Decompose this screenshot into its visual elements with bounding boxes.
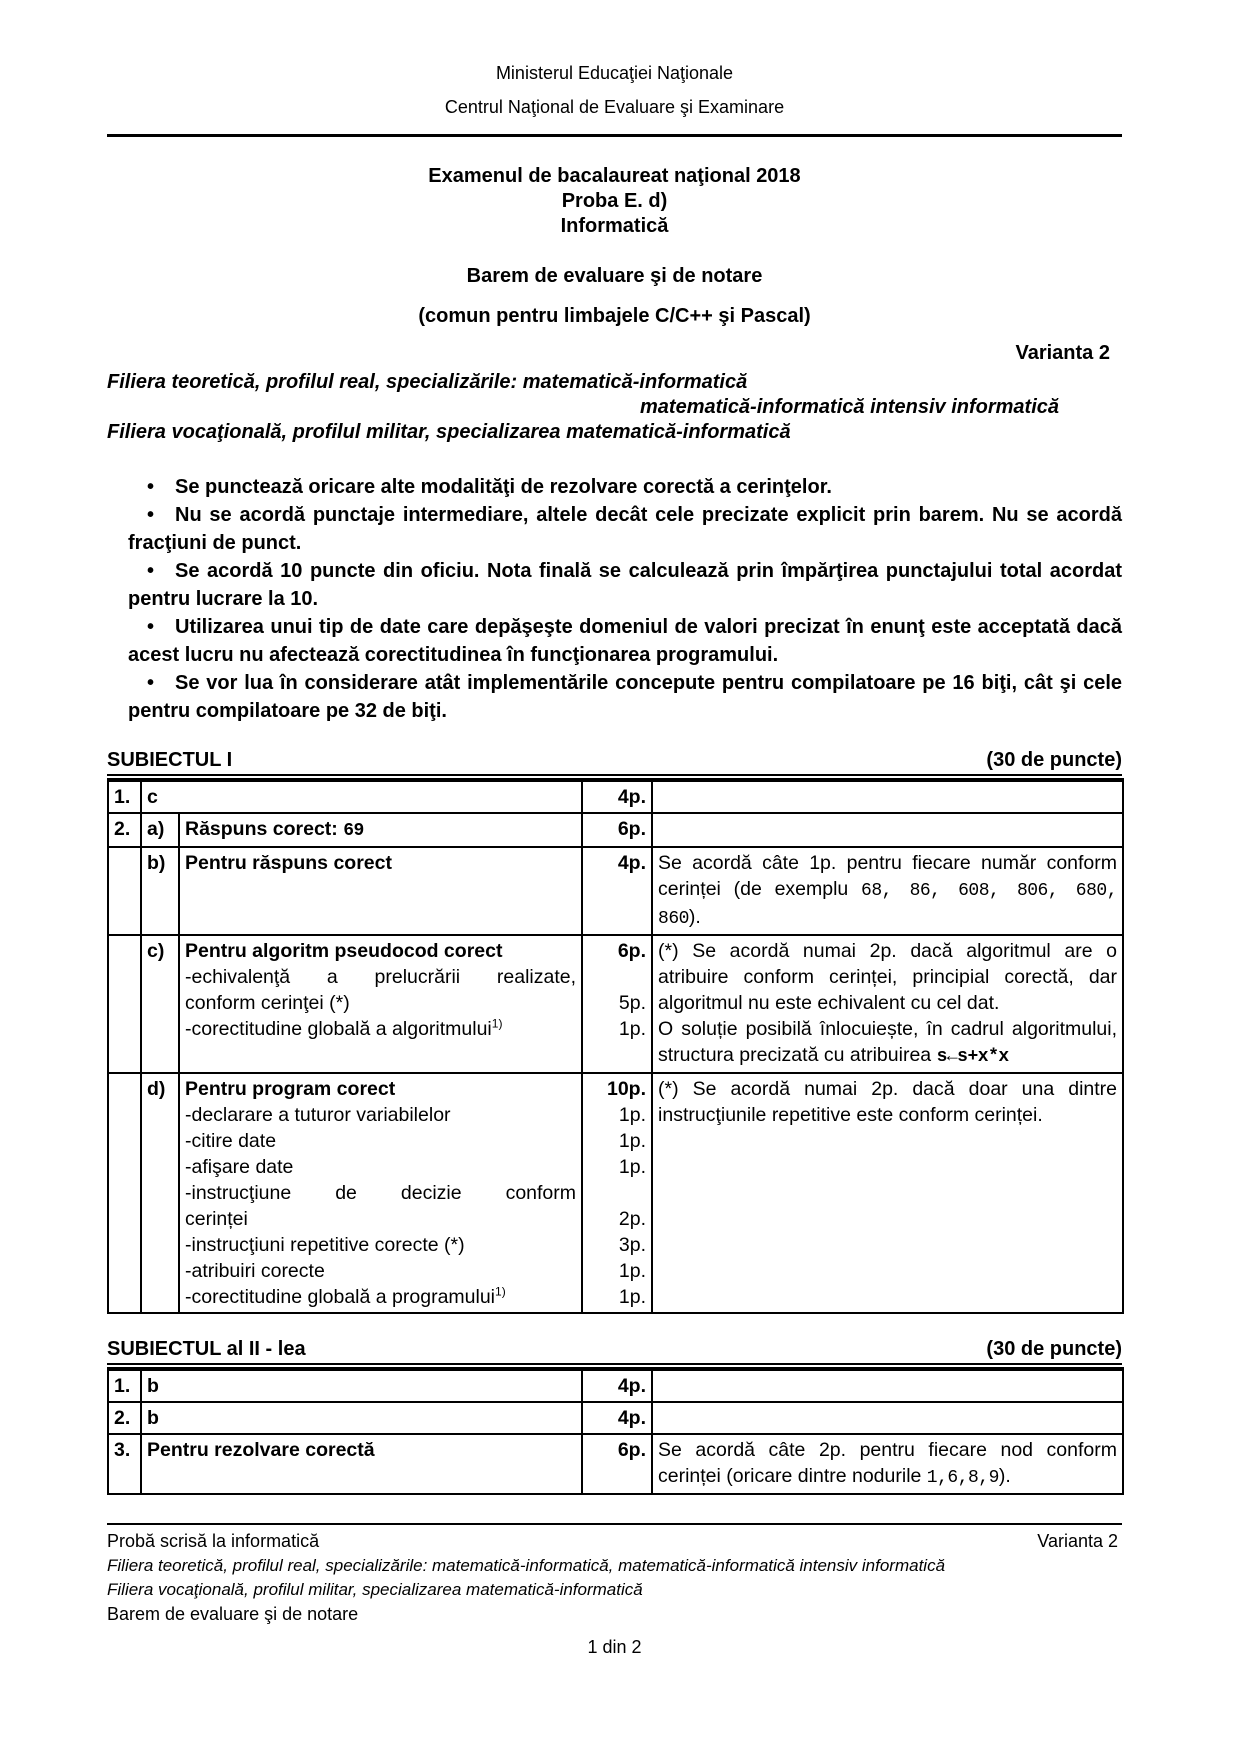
document-footer: [107, 1529, 1122, 1627]
text-segment: -corectitudine globală a programului: [185, 1286, 496, 1308]
text-segment: Se acordă câte 1p. pentru fiecare număr conform cerinței (de exemplu: [658, 852, 1118, 900]
text-segment: 4p.: [617, 786, 647, 808]
filiera-line-1: Filiera teoretică, profilul real, specializările: matematică-informatică: [107, 371, 748, 393]
header-rule: [107, 134, 1122, 137]
text-segment: 4p.: [617, 1375, 646, 1397]
table-row: [108, 847, 1123, 935]
points-line: [588, 1232, 646, 1258]
cell-item-letter: c): [141, 935, 179, 1073]
cell-item-number: 2.: [108, 813, 141, 847]
text-segment: 69: [343, 821, 364, 841]
text-segment: 10p.: [606, 1078, 647, 1100]
instruction-bullet: • Se punctează oricare alte modalităţi de rezolvare corectă a cerinţelor.: [128, 473, 1122, 501]
points-line: [588, 1437, 646, 1463]
paragraph: [185, 816, 576, 844]
cell-note: [652, 847, 1123, 935]
ministry-line: Ministerul Educaţiei Naţionale: [495, 63, 734, 83]
text-segment: 1p.: [618, 1018, 647, 1040]
cell-criteria: [141, 780, 582, 813]
text-segment: c: [147, 786, 158, 808]
text-segment: -echivalenţă a prelucrării realizate,: [185, 966, 577, 988]
text-segment: 1): [491, 1016, 503, 1031]
section-1-table-mount: [107, 778, 1122, 1314]
bullet-icon: •: [147, 504, 155, 526]
filiera-line-3: Filiera vocaţională, profilul militar, specializarea matematică-informatică: [107, 421, 791, 443]
cell-item-letter: a): [141, 813, 179, 847]
text-segment: 4p.: [617, 1407, 646, 1429]
paragraph: [185, 990, 576, 1016]
cell-note: [652, 1369, 1123, 1402]
table-row: [108, 1434, 1123, 1494]
cell-criteria: [179, 935, 582, 1073]
text-segment: -declarare a tuturor variabilelor: [185, 1104, 451, 1126]
paragraph: [185, 1128, 576, 1154]
footer-filiera-2: Filiera vocaţională, profilul militar, specializarea matematică-informatică: [107, 1580, 643, 1599]
paragraph: [185, 1102, 576, 1128]
cell-note: [652, 1402, 1123, 1434]
footer-rule: [107, 1523, 1122, 1525]
points-line: [588, 1258, 646, 1284]
text-segment: cerinței: [185, 1208, 248, 1230]
text-segment: (*) Se acordă numai 2p. dacă doar una dintre instrucţiunile repetitive este conform cerinței.: [658, 1078, 1118, 1126]
cell-points: [582, 813, 652, 847]
text-segment: ).: [688, 906, 701, 928]
points-line: [588, 938, 646, 964]
text-segment: O soluție posibilă înlocuiește, în cadrul algoritmului, structura precizată cu atribuirea: [658, 1018, 1118, 1066]
text-segment: Pentru algoritm pseudocod corect: [185, 940, 503, 962]
paragraph: [658, 850, 1117, 932]
cell-item-letter: d): [141, 1073, 179, 1313]
section-1-heading: [107, 749, 1122, 776]
text-segment: Răspuns corect:: [185, 818, 344, 840]
table-row: [108, 935, 1123, 1073]
points-line: [588, 1102, 646, 1128]
paragraph: [185, 1232, 576, 1258]
section-2-title: SUBIECTUL al II - lea: [107, 1338, 306, 1360]
text-segment: 5p.: [618, 992, 647, 1014]
text-segment: 3p.: [618, 1234, 647, 1256]
instruction-bullet: • Nu se acordă punctaje intermediare, altele decât cele precizate explicit prin barem. Nu se acordă fracţiuni de punct.: [128, 501, 1122, 557]
text-segment: -atribuiri corecte: [185, 1260, 325, 1282]
text-segment: -corectitudine globală a algoritmului: [185, 1018, 492, 1040]
paragraph: [658, 1016, 1117, 1070]
points-line: [588, 1284, 646, 1310]
table-row: [108, 780, 1123, 813]
points-line: [588, 1206, 646, 1232]
cell-item-number: 2.: [108, 1402, 141, 1434]
exam-subject: Informatică: [560, 215, 669, 237]
text-segment: b: [147, 1407, 159, 1429]
footer-filiera-1: Filiera teoretică, profilul real, specializările: matematică-informatică, matematică-informatică intensiv informatică: [107, 1556, 946, 1575]
text-segment: 1p.: [618, 1104, 647, 1126]
cell-criteria: [141, 1402, 582, 1434]
footer-proba: Probă scrisă la informatică: [107, 1531, 320, 1551]
paragraph: [658, 938, 1117, 1016]
points-line: [588, 1076, 646, 1102]
text-segment: -instrucţiuni repetitive corecte (*): [185, 1234, 465, 1256]
cell-item-letter: b): [141, 847, 179, 935]
text-segment: 68, 86, 608, 806, 680, 860: [658, 881, 1118, 929]
points-line: [588, 1180, 646, 1206]
cell-criteria: [179, 1073, 582, 1313]
instruction-bullet: • Utilizarea unui tip de date care depăşeşte domeniul de valori precizat în enunţ este acceptată dacă acest lucru nu afectează corectitudinea în funcţionarea programului.: [128, 613, 1122, 669]
instructions-list: [107, 473, 1122, 725]
text-segment: 2p.: [618, 1208, 647, 1230]
paragraph: [147, 1405, 576, 1431]
filiera-line-2: matematică-informatică intensiv informatică: [640, 396, 1060, 418]
cell-item-number: [108, 1073, 141, 1313]
exam-title: Examenul de bacalaureat naţional 2018: [428, 165, 801, 187]
paragraph: [185, 1284, 576, 1310]
text-segment: Pentru răspuns corect: [185, 852, 392, 874]
rubric-table-2: [107, 1367, 1124, 1495]
cell-item-number: 1.: [108, 1369, 141, 1402]
paragraph: [147, 784, 576, 810]
paragraph: [185, 1154, 576, 1180]
instruction-bullet: • Se acordă 10 puncte din oficiu. Nota finală se calculează prin împărţirea punctajului total acordat pentru lucrare la 10.: [128, 557, 1122, 613]
paragraph: [147, 1373, 576, 1399]
points-line: [588, 1154, 646, 1180]
paragraph: [185, 1016, 576, 1042]
bullet-icon: •: [147, 560, 155, 582]
text-segment: 6p.: [617, 940, 647, 962]
points-line: [588, 1373, 646, 1399]
cell-note: [652, 935, 1123, 1073]
table-row: [108, 1402, 1123, 1434]
paragraph: [147, 1437, 576, 1463]
text-segment: 1p.: [618, 1130, 647, 1152]
barem-subtitle: Barem de evaluare şi de notare: [466, 265, 763, 287]
paragraph: [185, 1076, 576, 1102]
text-segment: -afişare date: [185, 1156, 294, 1178]
table-row: [108, 1073, 1123, 1313]
bullet-icon: •: [147, 476, 155, 498]
section-1-points: (30 de puncte): [986, 749, 1122, 771]
points-line: [588, 990, 646, 1016]
text-segment: 6p.: [617, 1439, 646, 1461]
text-segment: b: [147, 1375, 159, 1397]
exam-proba: Proba E. d): [561, 190, 668, 212]
text-segment: Pentru program corect: [185, 1078, 396, 1100]
cell-points: [582, 780, 652, 813]
cell-criteria: [179, 847, 582, 935]
section-2-heading: [107, 1338, 1122, 1365]
paragraph: [185, 1180, 576, 1206]
cell-item-number: 3.: [108, 1434, 141, 1494]
points-line: [588, 1016, 646, 1042]
points-line: [588, 850, 646, 876]
cell-note: [652, 1434, 1123, 1494]
paragraph: [185, 964, 576, 990]
section-2-points: (30 de puncte): [986, 1338, 1122, 1360]
text-segment: 1,6,8,9: [926, 1468, 999, 1488]
text-segment: 1p.: [618, 1286, 647, 1308]
text-segment: Se acordă câte 2p. pentru fiecare nod conform cerinței (oricare dintre nodurile: [658, 1439, 1117, 1487]
text-segment: 4p.: [617, 852, 647, 874]
text-segment: 6p.: [617, 818, 647, 840]
text-segment: 1p.: [618, 1156, 647, 1178]
cell-note: [652, 813, 1123, 847]
paragraph: [185, 850, 576, 876]
footer-variant: Varianta 2: [1037, 1531, 1118, 1551]
footer-row-1: [107, 1529, 1122, 1554]
paragraph: [185, 1206, 576, 1232]
paragraph: [658, 1437, 1117, 1491]
points-line: [588, 1128, 646, 1154]
text-segment: -citire date: [185, 1130, 277, 1152]
text-segment: 1): [495, 1284, 506, 1299]
text-segment: s←s+x*x: [936, 1047, 1009, 1067]
text-segment: conform cerinţei (*): [185, 992, 350, 1014]
section-2-table-mount: [107, 1367, 1122, 1495]
document-header: [107, 62, 1122, 118]
points-line: [588, 964, 646, 990]
section-1-title: SUBIECTUL I: [107, 749, 233, 771]
text-segment: (*) Se acordă numai 2p. dacă algoritmul are o atribuire conform cerinței, principial corectă, dar algoritmul nu este echivalent cu cel dat.: [658, 940, 1118, 1014]
text-segment: Pentru rezolvare corectă: [147, 1439, 375, 1461]
cell-points: [582, 1402, 652, 1434]
cell-item-number: 1.: [108, 780, 141, 813]
paragraph: [185, 1258, 576, 1284]
text-segment: ).: [998, 1465, 1011, 1487]
page-number: 1 din 2: [587, 1637, 642, 1657]
text-segment: -instrucţiune de decizie conform: [185, 1182, 577, 1204]
cell-item-number: [108, 935, 141, 1073]
cell-points: [582, 1369, 652, 1402]
variant-label: Varianta 2: [1015, 342, 1110, 364]
points-line: [588, 816, 646, 842]
cell-points: [582, 847, 652, 935]
cell-points: [582, 1073, 652, 1313]
title-block: [107, 164, 1122, 239]
cell-note: [652, 780, 1123, 813]
languages-subtitle: (comun pentru limbajele C/C++ şi Pascal): [418, 305, 811, 327]
bullet-icon: •: [147, 672, 155, 694]
cell-points: [582, 1434, 652, 1494]
paragraph: [185, 938, 576, 964]
table-row: [108, 1369, 1123, 1402]
instruction-bullet: • Se vor lua în considerare atât implementările concepute pentru compilatoare pe 16 biţi, cât şi cele pentru compilatoare pe 32 de biţi.: [128, 669, 1122, 725]
points-line: [588, 784, 646, 810]
table-row: [108, 813, 1123, 847]
rubric-table-1: [107, 778, 1124, 1314]
text-segment: 1p.: [618, 1260, 647, 1282]
cell-item-number: [108, 847, 141, 935]
cell-criteria: [179, 813, 582, 847]
paragraph: [658, 1076, 1117, 1128]
center-line: Centrul Naţional de Evaluare şi Examinare: [444, 97, 785, 117]
points-line: [588, 1405, 646, 1431]
cell-criteria: [141, 1434, 582, 1494]
cell-points: [582, 935, 652, 1073]
bullet-icon: •: [147, 616, 155, 638]
filiera-block: [107, 370, 1122, 445]
footer-barem: Barem de evaluare şi de notare: [107, 1604, 359, 1624]
cell-note: [652, 1073, 1123, 1313]
cell-criteria: [141, 1369, 582, 1402]
